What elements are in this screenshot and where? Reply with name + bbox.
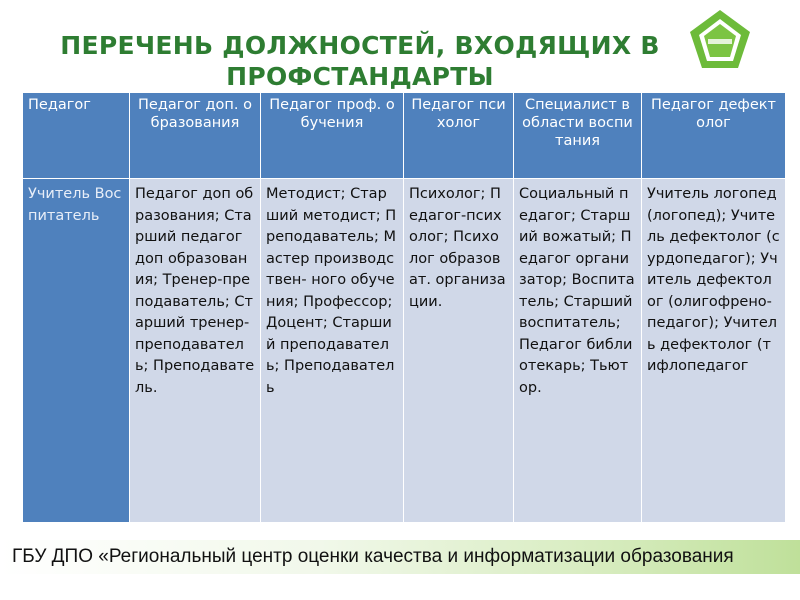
table-row — [23, 179, 786, 523]
table-cell: Педагог доп образования; Старший педагог доп образования; Тренер-преподаватель; Старший тренер-преподаватель; Преподаватель. — [130, 179, 261, 523]
table-cell: Социальный педагог; Старший вожатый; Педагог организатор; Воспитатель; Старший воспитатель; Педагог библиотекарь; Тьютор. — [514, 179, 642, 523]
header-cell: Педагог доп. образования — [130, 93, 261, 179]
header-cell: Педагог психолог — [404, 93, 514, 179]
pentagon-logo-icon — [688, 8, 752, 72]
table-cell: Учитель Воспитатель — [23, 179, 130, 523]
title-line-1: ПЕРЕЧЕНЬ ДОЛЖНОСТЕЙ, ВХОДЯЩИХ В — [60, 31, 660, 60]
header-cell: Педагог проф. обучения — [261, 93, 404, 179]
header-cell: Педагог — [23, 93, 130, 179]
header-cell: Специалист в области воспитания — [514, 93, 642, 179]
table-cell: Методист; Старший методист; Преподаватель; Мастер производствен- ного обучения; Профессор; Доцент; Старший преподаватель; Преподаватель — [261, 179, 404, 523]
table-cell: Психолог; Педагог-психолог; Психолог образоват. организации. — [404, 179, 514, 523]
footer-text: ГБУ ДПО «Региональный центр оценки качества и информатизации образования — [12, 546, 734, 567]
header-cell: Педагог дефектолог — [642, 93, 786, 179]
table-cell: Учитель логопед (логопед); Учитель дефектолог (сурдопедагог); Учитель дефектолог (олигофрено-педагог); Учитель дефектолог (тифлопедагог — [642, 179, 786, 523]
page-title — [0, 30, 720, 92]
positions-table — [22, 92, 786, 523]
table-header-row — [23, 93, 786, 179]
footer-banner — [0, 540, 800, 574]
title-line-2: ПРОФСТАНДАРТЫ — [226, 62, 494, 91]
